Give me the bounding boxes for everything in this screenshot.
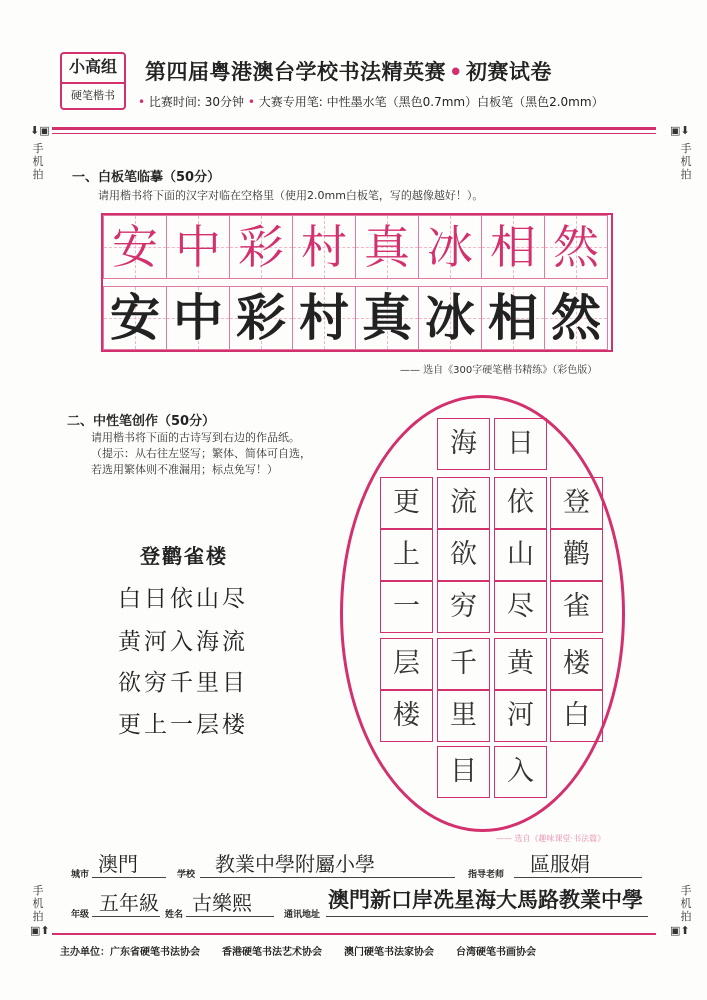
arrow-up-icon: ▣⬆ (30, 924, 50, 937)
model-character: 村 (301, 220, 347, 274)
camera-icon: ▣⬇ (670, 124, 690, 137)
copied-character: 然 (551, 289, 601, 347)
section2-hint: 若选用繁体则不准漏用；标点免写！） (91, 463, 278, 476)
header-divider (52, 127, 656, 130)
school-underline (200, 877, 455, 878)
exam-time: 比赛时间: 30分钟 (148, 95, 245, 109)
copied-character: 真 (362, 289, 412, 347)
side-label-left-top: 手机拍 (32, 142, 44, 181)
written-character: 上 (380, 529, 433, 581)
grade-underline (92, 916, 160, 917)
name-label: 姓名 (165, 910, 184, 920)
exam-pen: 大赛专用笔: 中性墨水笔（黑色0.7mm）白板笔（黑色2.0mm） (258, 95, 604, 109)
written-character: 流 (437, 477, 490, 529)
side-label-right-bottom: 手机拍 (680, 884, 692, 923)
exam-info (138, 93, 604, 110)
written-character: 鹳 (550, 529, 603, 581)
written-character: 楼 (550, 638, 603, 690)
side-label-right-top: 手机拍 (680, 142, 692, 181)
school-value: 教業中學附屬小學 (215, 852, 375, 876)
name-value: 古樂熙 (192, 891, 252, 915)
model-character: 然 (553, 220, 599, 274)
written-character: 层 (380, 638, 433, 690)
written-character: 欲 (437, 529, 490, 581)
address-underline (326, 916, 648, 917)
section1-instruction: 请用楷书将下面的汉字对临在空格里（使用2.0mm白板笔，写的越像越好！）。 (98, 189, 484, 202)
written-character: 千 (437, 638, 490, 690)
title-main: 第四届粤港澳台学校书法精英赛 (145, 60, 446, 84)
header-divider-thin (52, 133, 656, 134)
grade-value: 五年級 (99, 891, 159, 915)
written-character: 日 (494, 418, 547, 470)
organizer-label: 主办单位： (60, 947, 110, 958)
copied-character: 中 (173, 289, 223, 347)
oval-source: —— 选自《趣味课堂·书法篇》 (496, 834, 606, 843)
written-character: 里 (437, 690, 490, 742)
poem-line: 白日依山尽 (118, 586, 248, 612)
section2-instruction: 请用楷书将下面的古诗写到右边的作品纸。 (91, 431, 300, 444)
written-character: 一 (380, 581, 433, 633)
copied-character: 村 (299, 289, 349, 347)
written-character: 依 (494, 477, 547, 529)
camera-icon: ▣⬆ (670, 924, 690, 937)
model-character: 真 (364, 220, 410, 274)
section1-title: 一、白板笔临摹（50分） (72, 170, 221, 185)
model-character: 冰 (427, 220, 473, 274)
written-character: 白 (550, 690, 603, 742)
written-character: 入 (494, 746, 547, 798)
model-character: 相 (490, 220, 536, 274)
title-tail: 初赛试卷 (465, 60, 552, 84)
page-title (145, 56, 552, 86)
bullet-icon: • (247, 95, 255, 109)
poem-line: 黄河入海流 (118, 629, 248, 655)
written-character: 目 (437, 746, 490, 798)
section2-hint: （提示：从右往左竖写；繁体、简体可自选， (91, 447, 311, 460)
copied-character: 冰 (425, 289, 475, 347)
written-character: 尽 (494, 581, 547, 633)
teacher-value: 區服娟 (530, 852, 590, 876)
poem-line: 欲穷千里目 (118, 670, 248, 696)
teacher-label: 指导老师 (468, 870, 505, 880)
model-character: 中 (175, 220, 221, 274)
section1-source: —— 选自《300字硬笔楷书精练》（彩色版） (400, 365, 598, 376)
side-label-left-bottom: 手机拍 (32, 884, 44, 923)
poem-title: 登鹳雀楼 (140, 544, 228, 568)
written-character: 登 (550, 477, 603, 529)
written-character: 楼 (380, 690, 433, 742)
written-character: 海 (437, 418, 490, 470)
organizer-item: 台湾硬笔书画协会 (456, 947, 536, 958)
copied-character: 安 (110, 289, 160, 347)
model-character: 彩 (238, 220, 284, 274)
copied-character: 相 (488, 289, 538, 347)
arrow-down-icon: ⬇▣ (30, 124, 50, 137)
badge-script-type: 硬笔楷书 (71, 89, 115, 102)
title-separator: • (449, 60, 463, 84)
city-label: 城市 (71, 870, 90, 880)
address-label: 通讯地址 (284, 910, 321, 920)
grade-label: 年级 (71, 910, 90, 920)
city-underline (92, 877, 166, 878)
teacher-underline (514, 877, 642, 878)
name-underline (186, 916, 274, 917)
written-character: 更 (380, 477, 433, 529)
section2-title: 二、中性笔创作（50分） (67, 414, 216, 429)
copied-character: 彩 (236, 289, 286, 347)
written-character: 穷 (437, 581, 490, 633)
school-label: 学校 (177, 870, 196, 880)
address-value: 澳門新口岸冼星海大馬路教業中學 (328, 887, 643, 912)
written-character: 黄 (494, 638, 547, 690)
footer-divider (52, 933, 656, 935)
organizers (60, 943, 558, 958)
badge-category: 小高组 (60, 52, 126, 84)
practice-grid (101, 213, 613, 352)
written-character: 河 (494, 690, 547, 742)
organizer-item: 澳门硬笔书法家协会 (344, 947, 434, 958)
model-character: 安 (112, 220, 158, 274)
organizer-item: 香港硬笔书法艺术协会 (222, 947, 322, 958)
bullet-icon: • (138, 95, 146, 109)
written-character: 雀 (550, 581, 603, 633)
city-value: 澳門 (98, 852, 138, 876)
poem-line: 更上一层楼 (118, 712, 248, 738)
written-character: 山 (494, 529, 547, 581)
organizer-item: 广东省硬笔书法协会 (110, 947, 200, 958)
